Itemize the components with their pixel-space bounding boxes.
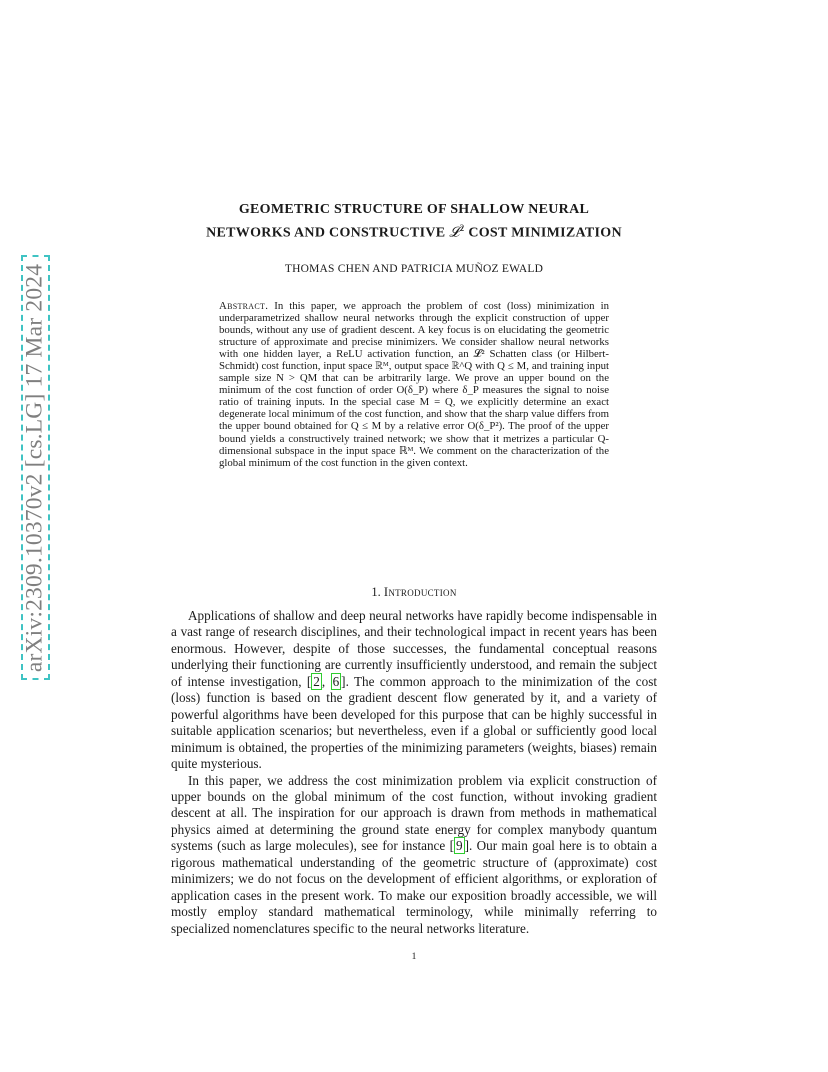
title-math-superscript: 2 <box>459 223 465 233</box>
paragraph-1 <box>171 608 657 773</box>
section-number: 1. <box>371 585 381 599</box>
arxiv-identifier[interactable]: arXiv:2309.10370v2 [cs.LG] 17 Mar 2024 <box>21 263 48 673</box>
introduction-body <box>171 608 657 937</box>
paragraph-2-text-b: ]. Our main goal here is to obtain a rigorous mathematical understanding of the geometric structure of (approximate) cost minimizers; we do not focus on the development of efficient algorithms, or exploration of application cases in the present work. To make our exposition broadly accessible, we will mostly employ standard mathematical terminology, while minimally referring to specialized nomenclatures specific to the neural networks literature. <box>171 838 657 936</box>
paper-authors: THOMAS CHEN AND PATRICIA MUÑOZ EWALD <box>284 263 544 275</box>
abstract-text: In this paper, we approach the problem of cost (loss) minimization in underparametrized shallow neural networks through the explicit construction of upper bounds, without any use of gradient descent. A key focus is on elucidating the geometric structure of approximate and precise minimizers. We consider shallow neural networks with one hidden layer, a ReLU activation function, an 𝓛² Schatten class (or Hilbert-Schmidt) cost function, input space ℝᴹ, output space ℝ^Q with Q ≤ M, and training input sample size N > QM that can be arbitrarily large. We prove an upper bound on the minimum of the cost function of order O(δ_P) where δ_P measures the signal to noise ratio of training inputs. In the special case M = Q, we explicitly determine an exact degenerate local minimum of the cost function, and show that the sharp value differs from the upper bound obtained for Q ≤ M by a relative error O(δ_P²). The proof of the upper bound yields a constructively trained network; we show that it metrizes a particular Q-dimensional subspace in the input space ℝᴹ. We comment on the characterization of the global minimum of the cost function in the given context. <box>219 300 609 469</box>
abstract-label: Abstract. <box>219 300 269 312</box>
title-line-2 <box>160 219 668 243</box>
abstract-block <box>219 300 609 469</box>
page-number: 1 <box>411 952 417 962</box>
title-line-2-part-b: COST MINIMIZATION <box>464 225 622 241</box>
citation-separator: , <box>321 673 331 689</box>
paragraph-1-text-b: ]. The common approach to the minimization of the cost (loss) function is based on the gradient descent flow generated by it, and a variety of powerful algorithms have been developed for this purpose that can be highly successful in suitable application scenarios; but nevertheless, even if a global or sufficiently good local minimum is obtained, the properties of the minimizing parameters (weights, biases) remain quite mysterious. <box>171 673 658 772</box>
citation-link-2[interactable]: 2 <box>313 673 320 689</box>
paper-title <box>160 200 668 243</box>
citation-link-6[interactable]: 6 <box>332 673 340 689</box>
title-line-1: GEOMETRIC STRUCTURE OF SHALLOW NEURAL <box>238 202 590 217</box>
title-math-L: 𝓛 <box>449 225 460 241</box>
paragraph-1-text-a: Applications of shallow and deep neural networks have rapidly become indispensable in a vast range of research disciplines, and their technological impact in recent years has been enormous. However, despite of those successes, the fundamental conceptual reasons underlying their functioning are currently insufficiently understood, and remain the subject of intense investigation, [ <box>171 608 657 689</box>
title-line-2-part-a: NETWORKS AND CONSTRUCTIVE <box>206 225 450 241</box>
section-heading-introduction <box>160 585 668 600</box>
paragraph-2-text-a: In this paper, we address the cost minimization problem via explicit construction of upper bounds on the global minimum of the cost function, without invoking gradient descent at all. The inspiration for our approach is drawn from methods in mathematical physics aimed at determining the ground state energy for complex manybody quantum systems (such as large molecules), see for instance [ <box>171 772 657 854</box>
section-title: Introduction <box>383 585 457 599</box>
paragraph-2 <box>171 773 657 938</box>
citation-link-9[interactable]: 9 <box>455 838 463 854</box>
